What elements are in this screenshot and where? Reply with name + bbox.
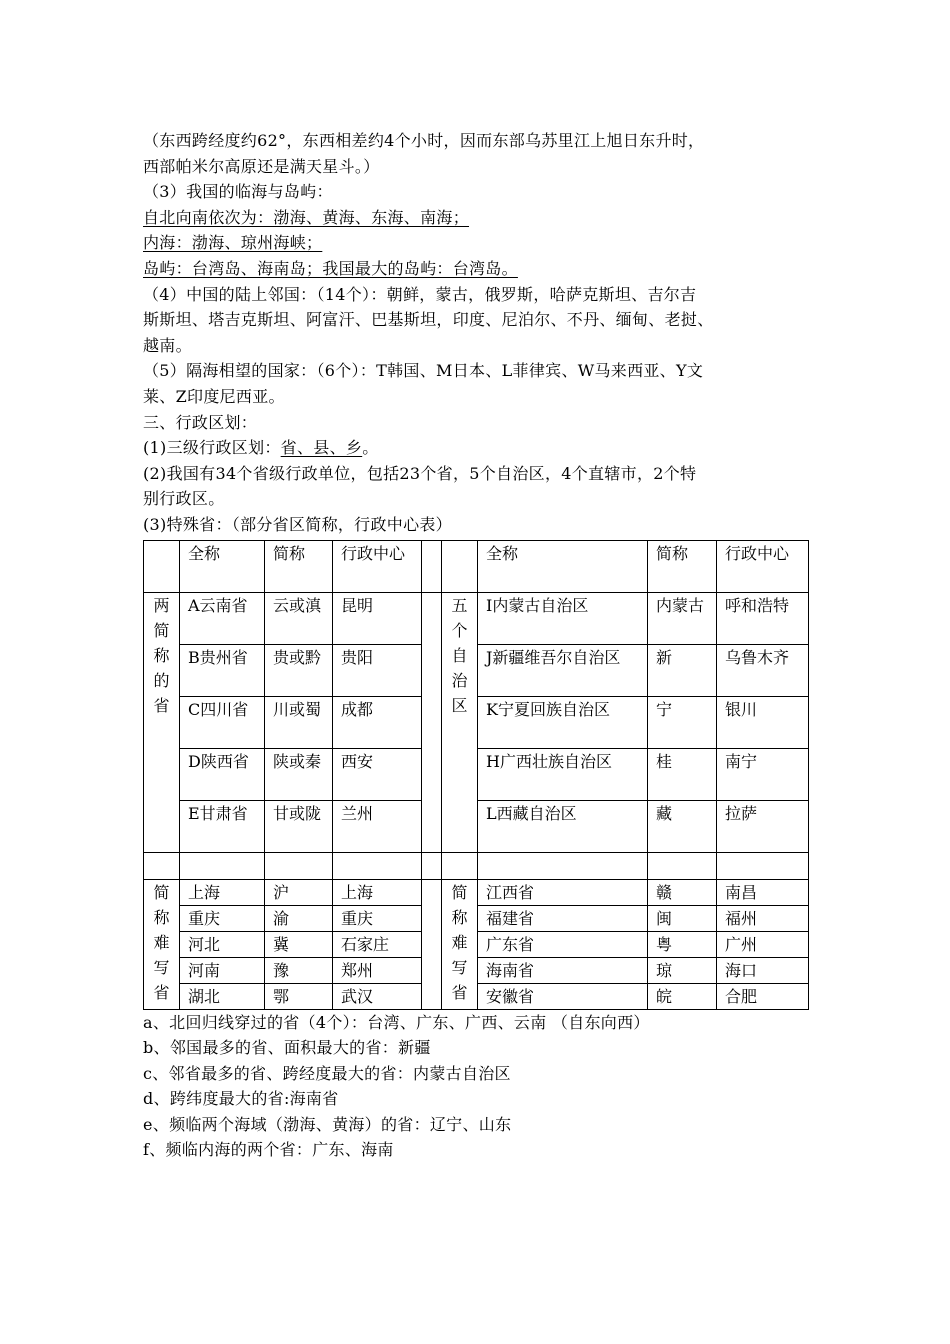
three-level-value: 省、县、乡 [280, 438, 363, 458]
cell-center: 昆明 [333, 592, 422, 644]
cell-center: 武汉 [333, 983, 422, 1009]
cell-abbr: 陕或秦 [265, 748, 333, 800]
document-page [143, 128, 811, 1163]
cell-full: 福建省 [478, 905, 648, 931]
table-title: (3)特殊省：（部分省区简称，行政中心表） [143, 514, 452, 534]
units-line: 别行政区。 [143, 489, 225, 509]
cell-center: 重庆 [333, 905, 422, 931]
cell-center: 广州 [717, 931, 809, 957]
cell-abbr: 内蒙古 [648, 592, 717, 644]
cell-full: E甘肃省 [180, 800, 265, 852]
cell-center: 成都 [333, 696, 422, 748]
cell-abbr: 贵或黔 [265, 644, 333, 696]
sea-neighbors-line: 莱、Z印度尼西亚。 [143, 386, 285, 406]
table-row [144, 879, 809, 905]
cell-abbr: 粤 [648, 931, 717, 957]
cell-center: 南昌 [717, 879, 809, 905]
cell-abbr: 藏 [648, 800, 717, 852]
cell-center: 福州 [717, 905, 809, 931]
three-level-line: (1)三级行政区划：省、县、乡。 [143, 438, 379, 458]
cell-full: 上海 [180, 879, 265, 905]
cell-center: 贵阳 [333, 644, 422, 696]
cell-center: 上海 [333, 879, 422, 905]
header-center: 行政中心 [333, 540, 422, 592]
cell-abbr: 渝 [265, 905, 333, 931]
cell-full: 广东省 [478, 931, 648, 957]
cell-center: 兰州 [333, 800, 422, 852]
cell-abbr: 宁 [648, 696, 717, 748]
intro-line: （东西跨经度约62°，东西相差约4个小时，因而东部乌苏里江上旭日东升时， [143, 131, 705, 150]
cell-abbr: 琼 [648, 957, 717, 983]
neighbors-line: 越南。 [143, 335, 192, 355]
cell-full: 海南省 [478, 957, 648, 983]
group-label-autonomous: 五个自治区 [442, 592, 478, 852]
cell-full: B贵州省 [180, 644, 265, 696]
cell-full: 重庆 [180, 905, 265, 931]
cell-center: 郑州 [333, 957, 422, 983]
cell-full: L西藏自治区 [478, 800, 648, 852]
cell-full: J新疆维吾尔自治区 [478, 644, 648, 696]
section-heading-seas: （3）我国的临海与岛屿： [143, 182, 333, 202]
cell-center: 银川 [717, 696, 809, 748]
cell-center: 拉萨 [717, 800, 809, 852]
cell-abbr: 新 [648, 644, 717, 696]
fact-line: e、频临两个海域（渤海、黄海）的省：辽宁、山东 [143, 1114, 512, 1134]
cell-abbr: 云或滇 [265, 592, 333, 644]
fact-line: d、跨纬度最大的省:海南省 [143, 1089, 339, 1109]
group-label-two-abbr: 两简称的省 [144, 592, 180, 852]
fact-line: f、频临内海的两个省：广东、海南 [143, 1140, 394, 1160]
header-abbr: 简称 [265, 540, 333, 592]
neighbors-line: 斯斯坦、塔吉克斯坦、阿富汗、巴基斯坦，印度、尼泊尔、不丹、缅甸、老挝、 [143, 310, 714, 330]
cell-abbr: 川或蜀 [265, 696, 333, 748]
cell-center: 石家庄 [333, 931, 422, 957]
cell-center: 南宁 [717, 748, 809, 800]
group-label-hard-abbr: 简称难写省 [442, 879, 478, 1009]
cell-abbr: 鄂 [265, 983, 333, 1009]
islands-line: 岛屿：台湾岛、海南岛；我国最大的岛屿：台湾岛。 [143, 258, 518, 278]
cell-abbr: 皖 [648, 983, 717, 1009]
cell-full: K宁夏回族自治区 [478, 696, 648, 748]
cell-center: 海口 [717, 957, 809, 983]
cell-center: 合肥 [717, 983, 809, 1009]
cell-center: 乌鲁木齐 [717, 644, 809, 696]
cell-abbr: 冀 [265, 931, 333, 957]
cell-full: 河北 [180, 931, 265, 957]
table-row [144, 592, 809, 644]
table-header-row [144, 540, 809, 592]
table-spacer-row [144, 852, 809, 879]
neighbors-line: （4）中国的陆上邻国：（14个）：朝鲜，蒙古，俄罗斯，哈萨克斯坦、吉尔吉 [143, 284, 697, 304]
cell-full: D陕西省 [180, 748, 265, 800]
cell-abbr: 甘或陇 [265, 800, 333, 852]
cell-abbr: 赣 [648, 879, 717, 905]
cell-full: I内蒙古自治区 [478, 592, 648, 644]
header-abbr: 简称 [648, 540, 717, 592]
units-line: (2)我国有34个省级行政单位，包括23个省，5个自治区，4个直辖市，2个特 [143, 463, 697, 483]
province-table [143, 540, 809, 1010]
cell-abbr: 闽 [648, 905, 717, 931]
cell-full: H广西壮族自治区 [478, 748, 648, 800]
inner-seas-line: 内海：渤海、琼州海峡； [143, 233, 323, 253]
seas-order-line: 自北向南依次为：渤海、黄海、东海、南海； [143, 207, 470, 227]
header-center: 行政中心 [717, 540, 809, 592]
sea-neighbors-line: （5）隔海相望的国家：（6个）：T韩国、M日本、L菲律宾、W马来西亚、Y文 [143, 361, 704, 381]
header-full: 全称 [478, 540, 648, 592]
admin-heading: 三、行政区划： [143, 412, 258, 432]
cell-full: A云南省 [180, 592, 265, 644]
intro-line: 西部帕米尔高原还是满天星斗。） [143, 156, 380, 176]
cell-full: 河南 [180, 957, 265, 983]
cell-full: 安徽省 [478, 983, 648, 1009]
cell-center: 呼和浩特 [717, 592, 809, 644]
cell-full: 湖北 [180, 983, 265, 1009]
cell-abbr: 桂 [648, 748, 717, 800]
fact-line: b、邻国最多的省、面积最大的省：新疆 [143, 1038, 431, 1058]
cell-full: C四川省 [180, 696, 265, 748]
cell-abbr: 豫 [265, 957, 333, 983]
fact-line: c、邻省最多的省、跨经度最大的省：内蒙古自治区 [143, 1063, 511, 1083]
header-full: 全称 [180, 540, 265, 592]
cell-full: 江西省 [478, 879, 648, 905]
group-label-hard-abbr: 简称难写省 [144, 879, 180, 1009]
fact-line: a、北回归线穿过的省（4个）：台湾、广东、广西、云南 （自东向西） [143, 1012, 650, 1032]
cell-center: 西安 [333, 748, 422, 800]
cell-abbr: 沪 [265, 879, 333, 905]
